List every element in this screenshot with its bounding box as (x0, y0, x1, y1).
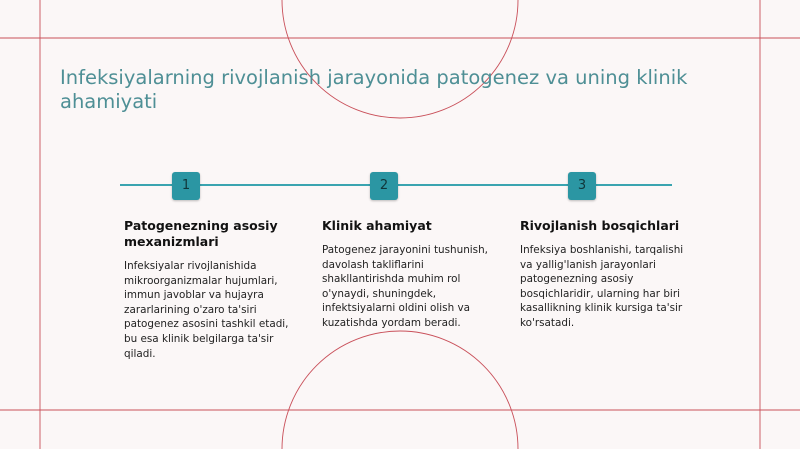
step-column-1 (124, 218, 302, 361)
bottom-arc (282, 331, 518, 449)
step-heading-1: Patogenezning asosiy mexanizmlari (124, 218, 278, 249)
step-column-3 (520, 218, 698, 331)
step-heading-3: Rivojlanish bosqichlari (520, 218, 680, 233)
step-marker-3: 3 (568, 172, 596, 200)
step-marker-2: 2 (370, 172, 398, 200)
slide-title: Infeksiyalarning rivojlanish jarayonida patogenez va uning klinik ahamiyati (60, 66, 688, 113)
step-heading-2: Klinik ahamiyat (322, 218, 432, 233)
step-marker-1: 1 (172, 172, 200, 200)
step-column-2 (322, 218, 500, 331)
step-text-2: Patogenez jarayonini tushunish, davolash takliflarini shakllantirishda muhim rol o'ynaydi, shuningdek, infektsiyalarni oldini olish va kuzatishda yordam beradi. (322, 244, 488, 329)
step-text-3: Infeksiya boshlanishi, tarqalishi va yallig'lanish jarayonlari patogenezning asosiy bosqichlaridir, ularning har biri kasallikning klinik kursiga ta'sir ko'rsatadi. (520, 244, 684, 329)
step-text-1: Infeksiyalar rivojlanishida mikroorganizmalar hujumlari, immun javoblar va hujayra zararlarining o'zaro ta'siri patogenez asosini tashkil etadi, bu esa klinik belgilarga ta'sir qiladi. (124, 260, 289, 360)
